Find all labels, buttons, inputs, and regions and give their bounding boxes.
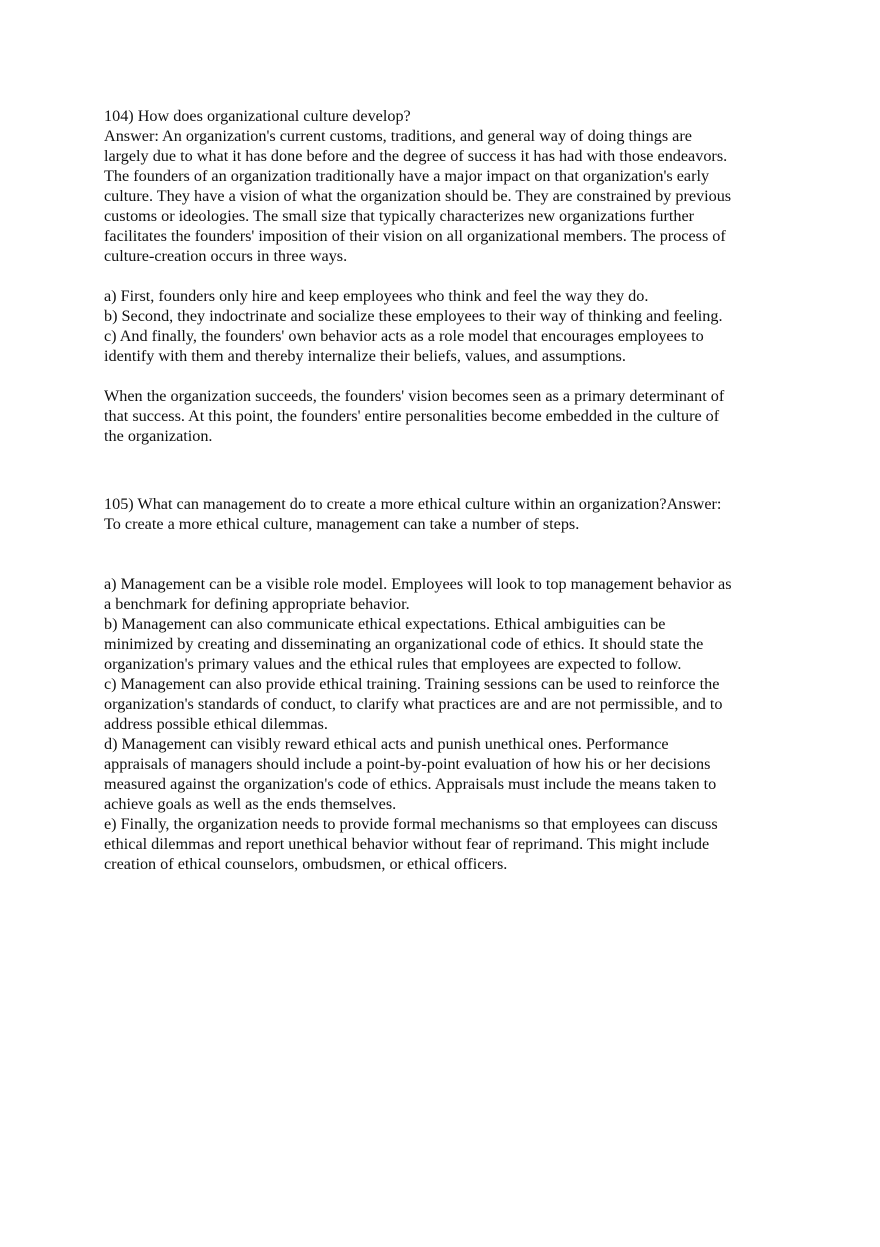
closing-line: the organization.	[104, 427, 213, 445]
list-item-line: organization's primary values and the ethical rules that employees are expected to follow.	[104, 655, 682, 673]
list-item	[104, 306, 794, 326]
question-105-list	[104, 574, 794, 874]
list-item-line: appraisals of managers should include a point-by-point evaluation of how his or her decisions	[104, 755, 711, 773]
list-item-line: a benchmark for defining appropriate behavior.	[104, 595, 410, 613]
answer-line: The founders of an organization traditionally have a major impact on that organization's early	[104, 167, 710, 185]
list-item-line: creation of ethical counselors, ombudsmen, or ethical officers.	[104, 855, 508, 873]
list-item-line: identify with them and thereby internalize their beliefs, values, and assumptions.	[104, 347, 626, 365]
question-104-closing	[104, 386, 794, 446]
list-item-line: c) And finally, the founders' own behavior acts as a role model that encourages employees to	[104, 327, 704, 345]
closing-line: that success. At this point, the founders' entire personalities become embedded in the culture of	[104, 407, 720, 425]
list-item-line: a) Management can be a visible role model. Employees will look to top management behavior as	[104, 575, 732, 593]
question-line: To create a more ethical culture, management can take a number of steps.	[104, 515, 580, 533]
question-104	[104, 106, 794, 446]
list-item-line: b) Management can also communicate ethical expectations. Ethical ambiguities can be	[104, 615, 666, 633]
list-item	[104, 734, 794, 814]
list-item	[104, 286, 794, 306]
list-item	[104, 674, 794, 734]
list-item-line: address possible ethical dilemmas.	[104, 715, 328, 733]
question-104-answer	[104, 126, 794, 266]
list-item-line: c) Management can also provide ethical training. Training sessions can be used to reinforce the	[104, 675, 720, 693]
answer-line: customs or ideologies. The small size that typically characterizes new organizations further	[104, 207, 695, 225]
answer-line: culture. They have a vision of what the organization should be. They are constrained by previous	[104, 187, 732, 205]
question-104-title: 104) How does organizational culture develop?	[104, 107, 411, 125]
answer-line: largely due to what it has done before and the degree of success it has had with those endeavors.	[104, 147, 728, 165]
list-item-line: a) First, founders only hire and keep employees who think and feel the way they do.	[104, 287, 649, 305]
question-105	[104, 494, 794, 874]
question-105-title	[104, 494, 794, 534]
list-item-line: measured against the organization's code of ethics. Appraisals must include the means taken to	[104, 775, 717, 793]
closing-line: When the organization succeeds, the founders' vision becomes seen as a primary determinant of	[104, 387, 725, 405]
answer-line: culture-creation occurs in three ways.	[104, 247, 348, 265]
list-item	[104, 574, 794, 614]
question-104-list	[104, 286, 794, 366]
list-item	[104, 814, 794, 874]
list-item-line: minimized by creating and disseminating an organizational code of ethics. It should state the	[104, 635, 704, 653]
answer-line: facilitates the founders' imposition of their vision on all organizational members. The process of	[104, 227, 726, 245]
answer-line: Answer: An organization's current customs, traditions, and general way of doing things are	[104, 127, 692, 145]
list-item-line: d) Management can visibly reward ethical acts and punish unethical ones. Performance	[104, 735, 669, 753]
list-item	[104, 614, 794, 674]
list-item-line: b) Second, they indoctrinate and socialize these employees to their way of thinking and feeling.	[104, 307, 723, 325]
question-line: 105) What can management do to create a more ethical culture within an organization?Answer:	[104, 495, 722, 513]
list-item-line: e) Finally, the organization needs to provide formal mechanisms so that employees can discuss	[104, 815, 718, 833]
list-item-line: achieve goals as well as the ends themselves.	[104, 795, 397, 813]
list-item-line: organization's standards of conduct, to clarify what practices are and are not permissible, and to	[104, 695, 723, 713]
list-item-line: ethical dilemmas and report unethical behavior without fear of reprimand. This might include	[104, 835, 710, 853]
list-item	[104, 326, 794, 366]
document-page	[104, 106, 794, 874]
